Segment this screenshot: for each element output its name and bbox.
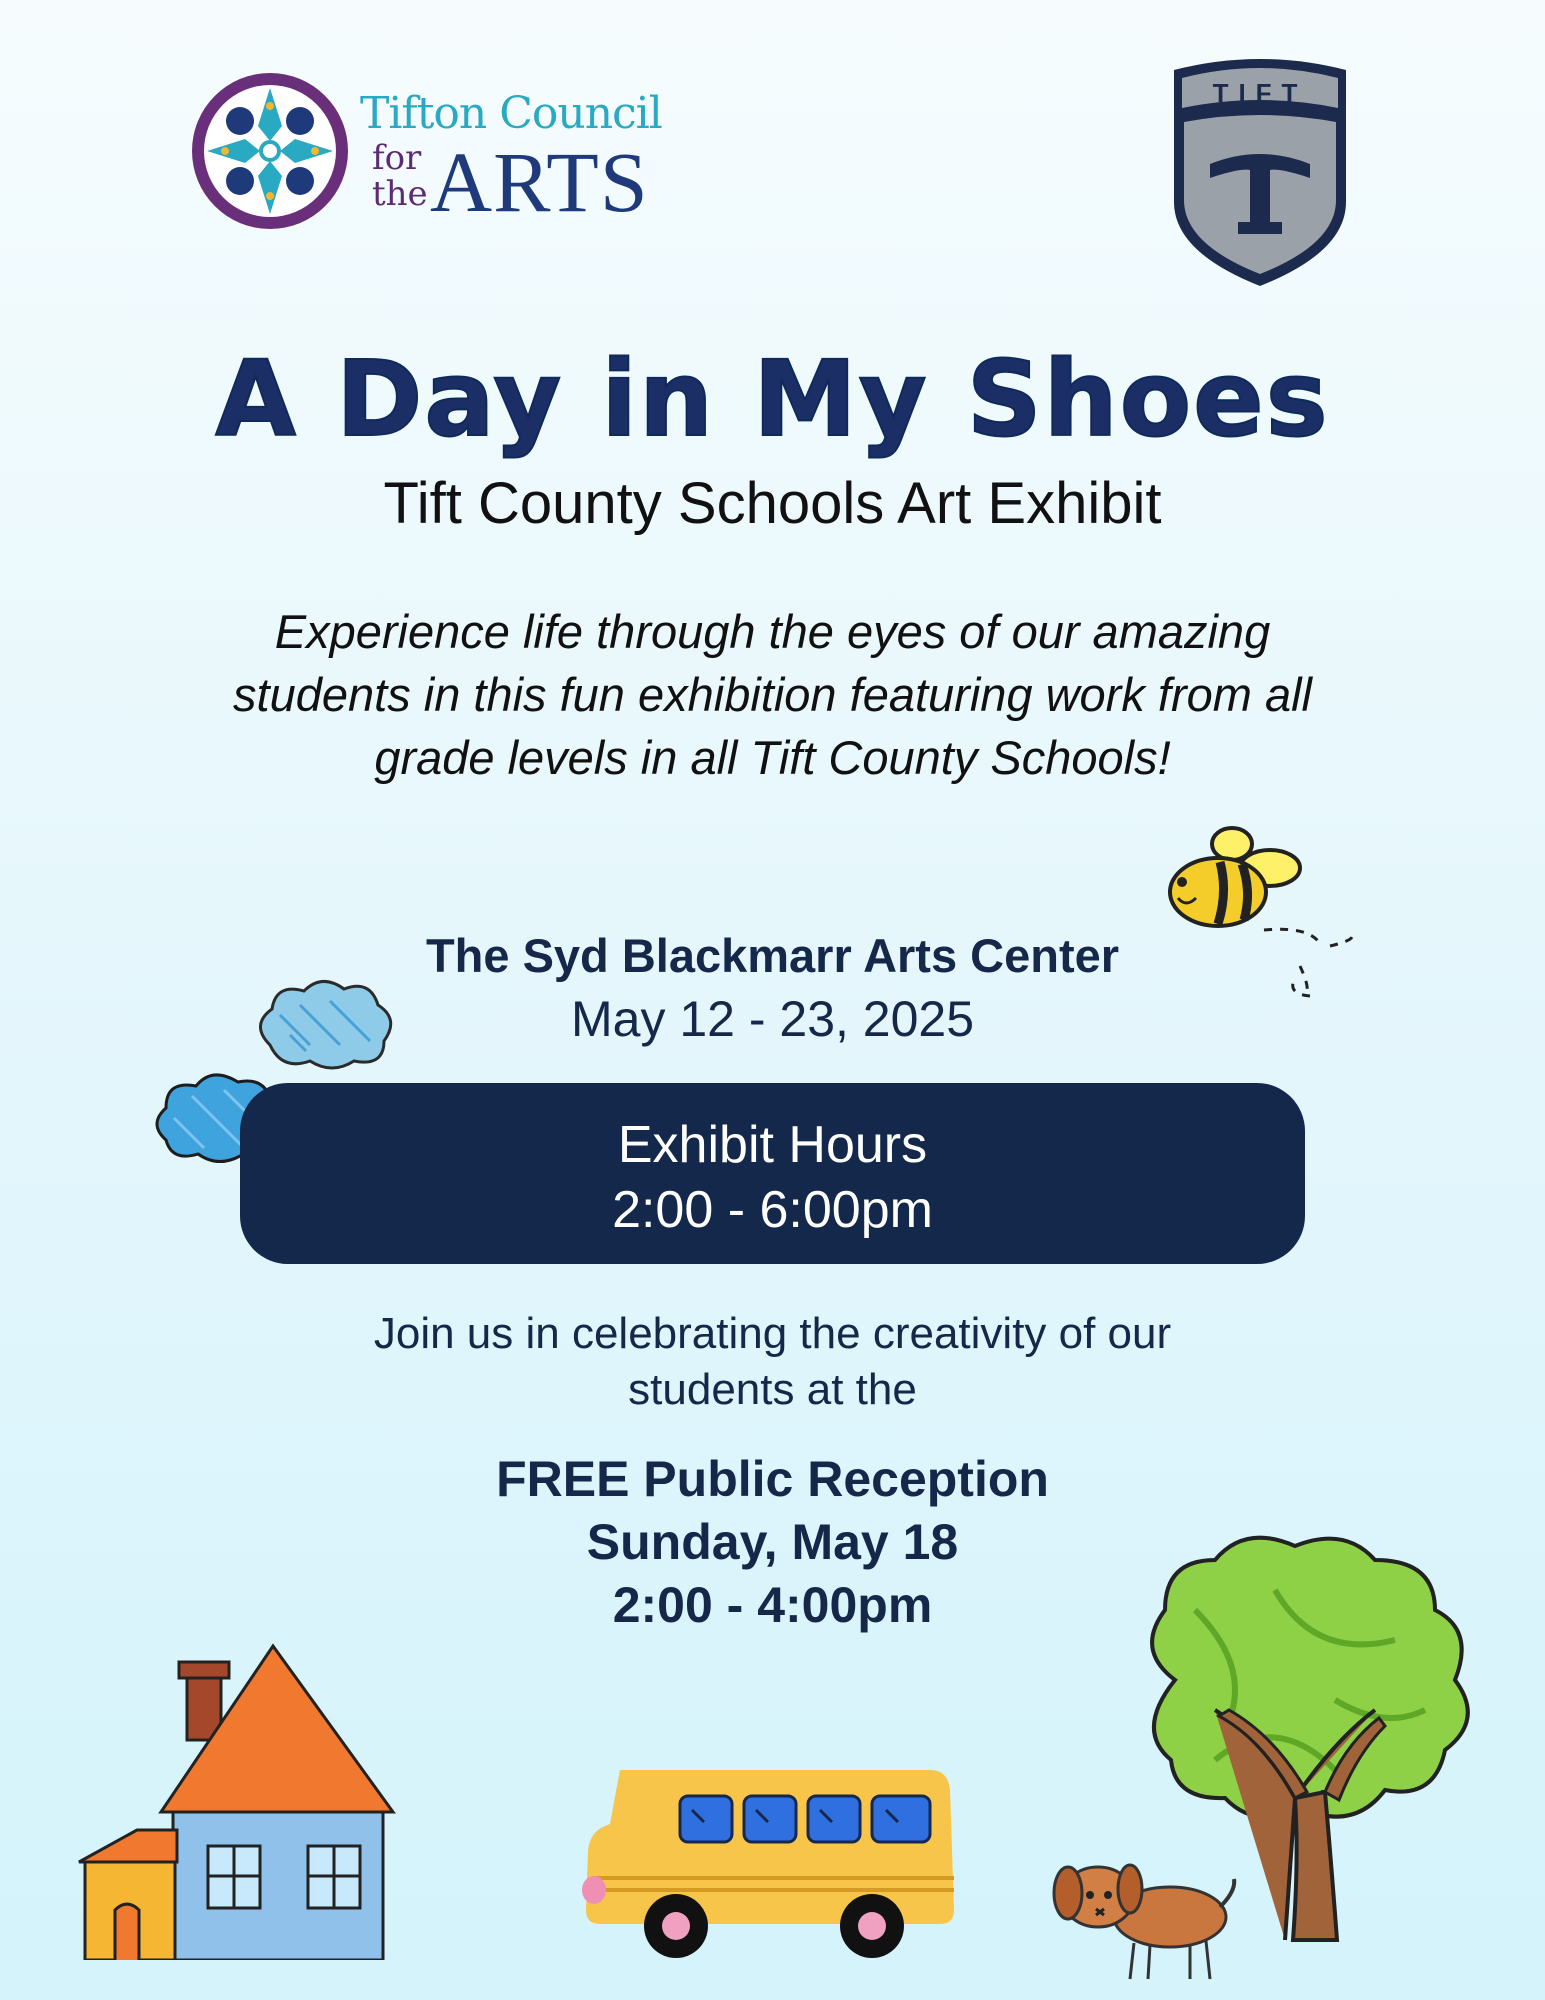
council-arts-word: ARTS (430, 134, 649, 230)
tree-icon (1135, 1530, 1485, 1970)
council-name-line: Tifton Council (360, 88, 662, 139)
council-the-word: the (372, 174, 428, 214)
page-title: A Day in My Shoes (215, 338, 1330, 460)
reception-date: Sunday, May 18 (586, 1514, 959, 1570)
school-bus-icon (580, 1760, 960, 1960)
council-for-word: for (372, 138, 422, 178)
reception-title: FREE Public Reception (496, 1451, 1049, 1507)
exhibit-hours-time: 2:00 - 6:00pm (612, 1181, 933, 1239)
exhibit-hours-label: Exhibit Hours (617, 1116, 928, 1174)
description-text: Experience life through the eyes of our amazing students in this fun exhibition featuring work from all grade levels in all Tift County Schools! (233, 605, 1312, 784)
join-invitation-text: Join us in celebrating the creativity of our students at the (373, 1309, 1172, 1414)
subtitle: Tift County Schools Art Exhibit (383, 471, 1162, 536)
tifton-council-arts-logo (190, 66, 680, 236)
venue-name: The Syd Blackmarr Arts Center (425, 929, 1120, 982)
house-icon (75, 1640, 405, 1960)
council-emblem-icon (190, 66, 350, 236)
reception-time: 2:00 - 4:00pm (612, 1577, 933, 1633)
exhibit-dates: May 12 - 23, 2025 (570, 991, 975, 1047)
tift-shield-text: TIFT (1212, 78, 1308, 108)
cloud-icon (250, 975, 400, 1075)
tift-shield-logo (1168, 52, 1352, 290)
